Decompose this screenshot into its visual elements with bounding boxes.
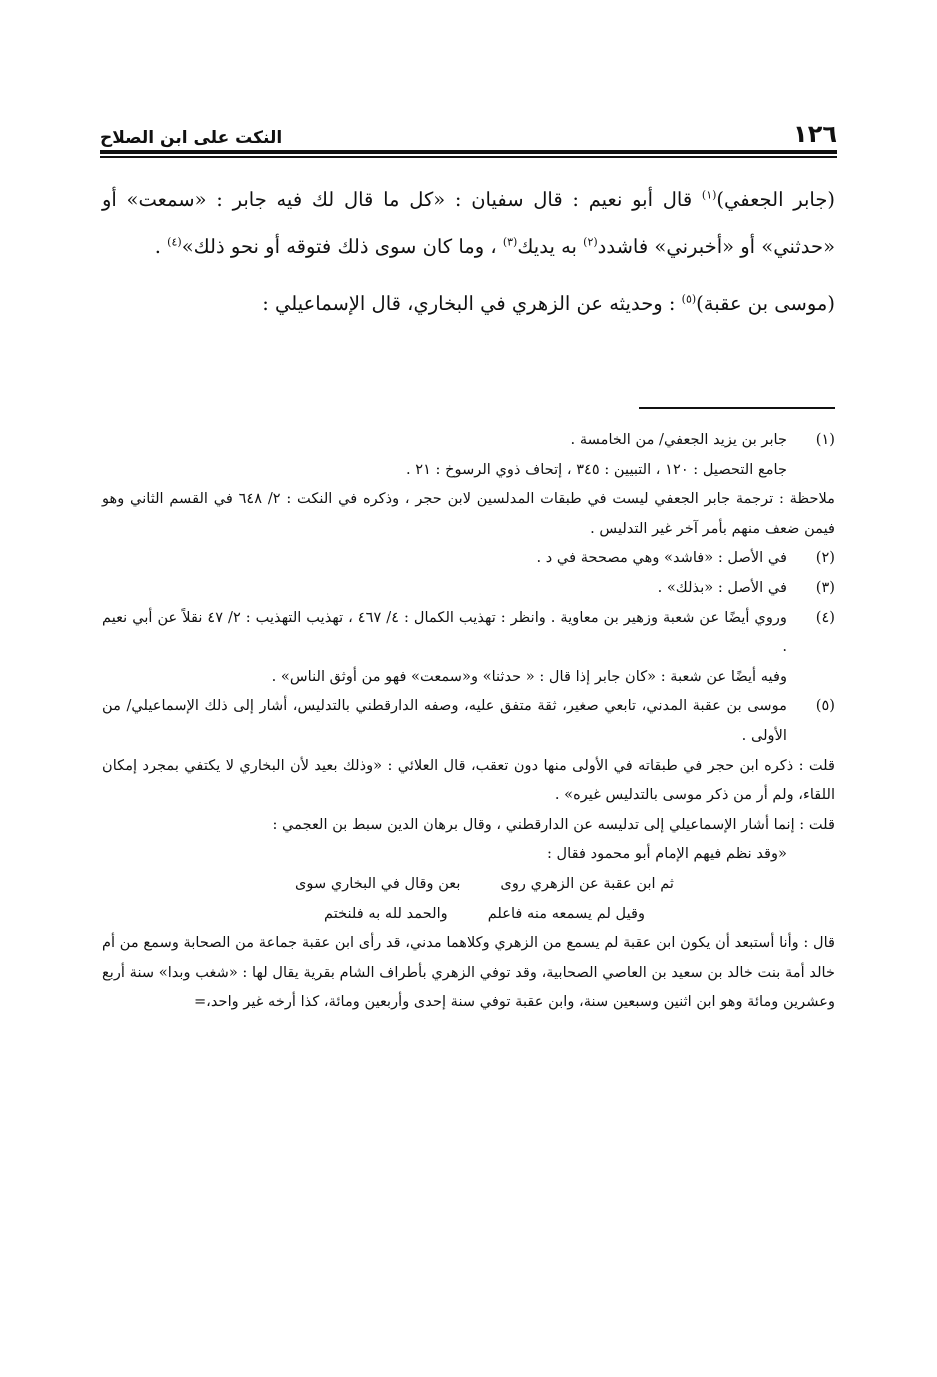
header-rule-thick — [100, 150, 837, 154]
running-title: النكت على ابن الصلاح — [100, 128, 283, 148]
footnote-5-line-4: «وقد نظم فيهم الإمام أبو محمود فقال : — [546, 845, 787, 863]
paragraph-musa-text: : وحديثه عن الزهري في البخاري، قال الإسماعيلي : — [262, 292, 682, 315]
paragraph-jabir — [102, 176, 835, 270]
paragraph-jabir-text-4: . — [154, 235, 168, 258]
verse-1-first-hemistich: ثم ابن عقبة عن الزهري روى — [500, 874, 674, 892]
footnote-ref-3: (٣) — [502, 235, 518, 249]
paragraph-musa — [102, 280, 835, 327]
footnote-ref-1: (١) — [701, 188, 717, 202]
poem-verse-1 — [102, 869, 787, 899]
footnote-separator — [639, 407, 835, 409]
footnote-number: (٢) — [815, 549, 835, 567]
footnote-5-line-3: قلت : إنما أشار الإسماعيلي إلى تدليسه عن الدارقطني ، وقال برهان الدين سبط بن العجمي : — [272, 815, 835, 833]
footnote-1-line-3: ملاحظة : ترجمة جابر الجعفي ليست في طبقات المدلسين لابن حجر ، وذكره في النكت : ٢/ ٦٤٨ في القسم الثاني وهو فيمن ضعف منهم بأمر آخر غير التدليس . — [102, 490, 836, 537]
paragraph-jabir-text-3: ، وما كان سوى ذلك فتوقه أو نحو ذلك» — [181, 235, 503, 258]
footnote-5-line-1: موسى بن عقبة المدني، تابعي صغير، ثقة متفق عليه، وصفه الدارقطني بالتدليس، أشار إلى ذلك الإسماعيلي/ من الأولى . — [102, 697, 787, 744]
poem-verse-2 — [102, 899, 787, 929]
verse-2-first-hemistich: وقيل لم يسمعه منه فاعلم — [487, 904, 646, 922]
page-number: ١٢٦ — [793, 120, 837, 148]
footnote-5-line-2: قلت : ذكره ابن حجر في طبقاته في الأولى منها دون تعقب، قال العلائي : «وذلك بعيد لأن البخاري لا يكتفي بمجرد إمكان اللقاء، ولم أر من ذكر موسى بالتدليس غيره» . — [102, 756, 835, 804]
footnote-5-line-5: قال : وأنا أستبعد أن يكون ابن عقبة لم يسمع من الزهري وكلاهما مدني، قد رأى ابن عقبة جماعة من الصحابة وسمع من أم خالد أمة بنت خالد بن سعيد بن العاصي الصحابية، وقد توفي الزهري بأطراف الشام بقرية يقال لها : «شغب وبدا» سنة أربع وعشرين ومائة وهو ابن اثنين وسبعين سنة، وابن عقبة توفي سنة إحدى وأربعين ومائة، كذا أرخه غير واحد،= — [102, 934, 835, 1011]
footnote-1 — [102, 425, 835, 543]
verse-1-second-hemistich: بعن وقال في البخاري سوى — [295, 874, 461, 892]
footnote-ref-5: (٥) — [681, 292, 697, 306]
page-header — [100, 108, 837, 148]
footnote-3 — [102, 573, 835, 603]
jabir-heading: (جابر الجعفي) — [716, 188, 835, 211]
footnote-3-text: في الأصل : «بذلك» . — [657, 578, 787, 596]
footnote-ref-4: (٤) — [167, 235, 182, 249]
paragraph-jabir-text-1: قال أبو نعيم : قال سفيان : «كل ما قال لك فيه جابر : «سمعت» أو «حدثني» أو «أخبرني» فاشدد — [102, 188, 835, 258]
footnote-number: (٥) — [815, 697, 835, 715]
footnote-number: (٤) — [815, 608, 835, 626]
footnote-4-line-1: وروي أيضًا عن شعبة وزهير بن معاوية . وانظر : تهذيب الكمال : ٤/ ٤٦٧ ، تهذيب التهذيب : ٢/ ٤٧ نقلاً عن أبي نعيم . — [102, 608, 787, 656]
footnote-ref-2: (٢) — [583, 235, 598, 249]
main-text — [102, 176, 835, 327]
footnote-2 — [102, 543, 835, 573]
header-rule-thin — [100, 156, 837, 158]
footnote-1-line-2: جامع التحصيل : ١٢٠ ، التبيين : ٣٤٥ ، إتحاف ذوي الرسوخ : ٢١ . — [405, 460, 787, 478]
footnote-1-line-1: جابر بن يزيد الجعفي/ من الخامسة . — [570, 431, 787, 448]
paragraph-jabir-text-2: به يديك — [517, 235, 584, 258]
footnotes — [102, 425, 835, 1017]
footnote-number: (٣) — [815, 578, 835, 596]
footnote-4-line-2: وفيه أيضًا عن شعبة : «كان جابر إذا قال : « حدثنا» و«سمعت» فهو من أوثق الناس» . — [271, 667, 787, 685]
footnote-4 — [102, 603, 835, 692]
verse-2-second-hemistich: والحمد لله به فلنختم — [323, 904, 448, 922]
footnote-number: (١) — [815, 431, 835, 448]
musa-heading: (موسى بن عقبة) — [696, 292, 835, 315]
footnote-2-text: في الأصل : «فاشد» وهي مصححة في د . — [536, 549, 787, 567]
footnote-5 — [102, 691, 835, 1017]
